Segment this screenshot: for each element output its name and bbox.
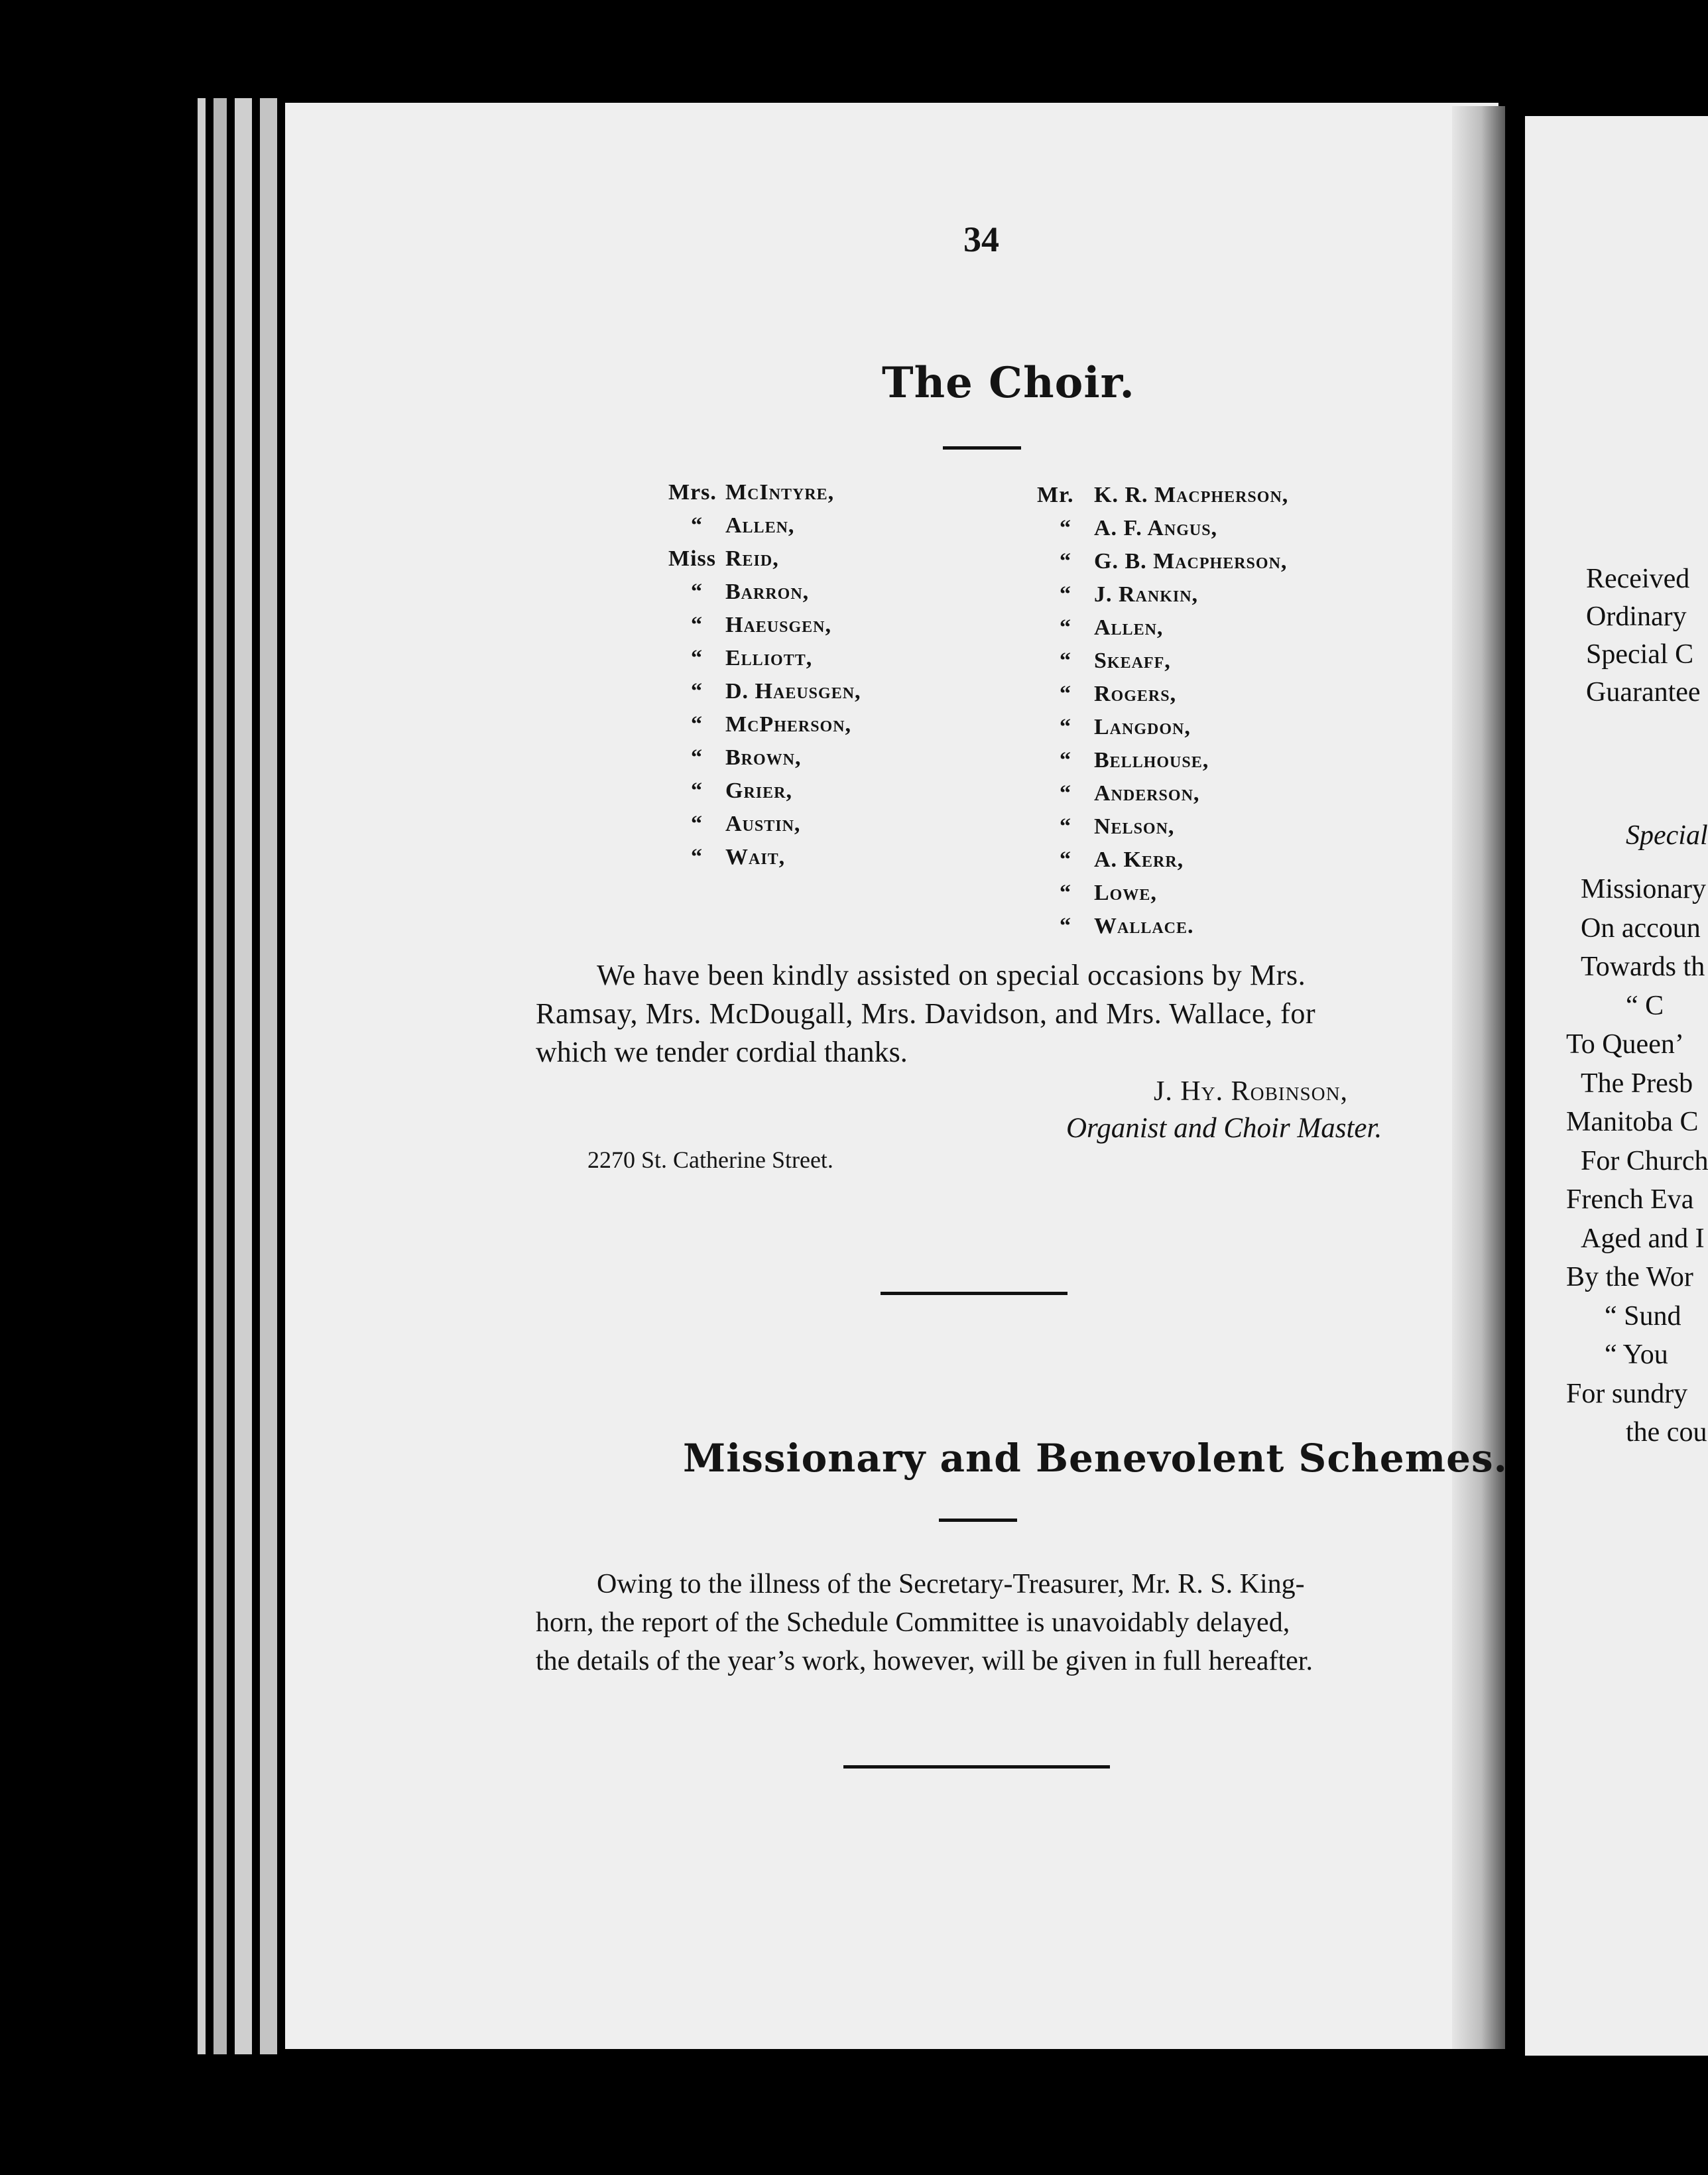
member-prefix: “ — [1060, 615, 1071, 640]
page-number: 34 — [963, 219, 999, 259]
member-prefix: “ — [1060, 914, 1071, 938]
member-prefix: “ — [691, 745, 703, 770]
facing-line: “ You — [1605, 1339, 1668, 1370]
member-name: Allen, — [1094, 615, 1164, 640]
choir-member — [668, 476, 861, 509]
choir-member — [668, 708, 861, 741]
member-name: Grier, — [725, 778, 792, 803]
paragraph-line: Owing to the illness of the Secretary-Treasurer, Mr. R. S. King- — [597, 1569, 1305, 1599]
member-prefix: “ — [1060, 748, 1071, 773]
choir-member — [1037, 877, 1288, 910]
paragraph-line: the details of the year’s work, however, will be given in full hereafter. — [536, 1646, 1313, 1676]
facing-line: Received — [1586, 564, 1690, 594]
choir-member — [1037, 810, 1288, 843]
member-prefix: “ — [691, 712, 703, 737]
facing-line: Missionary — [1581, 874, 1706, 904]
member-name: McIntyre, — [725, 480, 835, 505]
paragraph-line: which we tender cordial thanks. — [536, 1036, 908, 1068]
member-prefix: “ — [1060, 814, 1071, 839]
member-prefix: Mr. — [1037, 483, 1074, 507]
member-prefix: “ — [1060, 649, 1071, 673]
choir-member — [1037, 545, 1288, 578]
member-name: Bellhouse, — [1094, 748, 1209, 773]
facing-line: By the Wor — [1566, 1262, 1693, 1292]
schemes-paragraph — [536, 1565, 1422, 1680]
member-prefix: “ — [1060, 781, 1071, 806]
member-name: Anderson, — [1094, 781, 1200, 806]
paragraph-line: horn, the report of the Schedule Committee is unavoidably delayed, — [536, 1607, 1290, 1638]
member-name: McPherson, — [725, 712, 852, 737]
choir-member — [668, 741, 861, 775]
choir-member — [668, 808, 861, 841]
member-prefix: “ — [1060, 582, 1071, 607]
facing-line: For Church — [1581, 1145, 1708, 1176]
facing-page-text — [1566, 870, 1708, 1452]
book-edge — [198, 98, 206, 2054]
member-prefix: “ — [691, 613, 703, 637]
member-name: Nelson, — [1094, 814, 1175, 839]
facing-line: To Queen’ — [1566, 1029, 1684, 1060]
facing-page-text — [1586, 560, 1701, 712]
member-name: Rogers, — [1094, 682, 1177, 706]
section-divider — [881, 1292, 1068, 1295]
member-prefix: “ — [1060, 847, 1071, 872]
address: 2270 St. Catherine Street. — [587, 1147, 833, 1173]
member-name: Reid, — [725, 546, 779, 571]
choir-member — [1037, 512, 1288, 545]
facing-line: Ordinary — [1586, 601, 1687, 632]
facing-heading: Special — [1626, 820, 1708, 851]
choir-member — [1037, 645, 1288, 678]
member-name: K. R. Macpherson, — [1094, 483, 1289, 507]
paragraph-line: We have been kindly assisted on special occasions by Mrs. — [597, 959, 1306, 991]
member-name: Langdon, — [1094, 715, 1191, 739]
facing-line: “ Sund — [1605, 1300, 1681, 1332]
choir-member — [1037, 711, 1288, 744]
member-name: G. B. Macpherson, — [1094, 549, 1288, 574]
choir-member — [1037, 479, 1288, 512]
choir-member — [668, 609, 861, 642]
facing-line: Guarantee — [1586, 677, 1701, 708]
choir-member — [668, 542, 861, 576]
facing-line: For sundry — [1566, 1378, 1688, 1409]
choir-title: The Choir. — [882, 358, 1135, 408]
member-prefix: Miss — [668, 546, 716, 571]
book-edge — [213, 98, 227, 2054]
gentlemen-list — [1037, 479, 1288, 943]
choir-member — [1037, 678, 1288, 711]
choir-member — [1037, 611, 1288, 645]
facing-line: The Presb — [1581, 1068, 1693, 1099]
member-prefix: “ — [691, 679, 703, 704]
member-prefix: “ — [691, 812, 703, 836]
member-name: Elliott, — [725, 646, 813, 670]
title-rule — [939, 1519, 1017, 1522]
member-name: Austin, — [725, 812, 801, 836]
title-rule — [943, 446, 1021, 450]
member-prefix: “ — [691, 646, 703, 670]
book-edge — [260, 98, 277, 2054]
signature-title: Organist and Choir Master. — [1066, 1113, 1382, 1144]
member-prefix: “ — [691, 580, 703, 604]
member-name: D. Haeusgen, — [725, 679, 861, 704]
member-prefix: “ — [691, 513, 703, 538]
book-gutter — [1452, 106, 1505, 2049]
member-prefix: “ — [1060, 682, 1071, 706]
choir-member — [1037, 578, 1288, 611]
facing-line: Aged and I — [1581, 1223, 1705, 1254]
member-prefix: “ — [691, 845, 703, 869]
choir-member — [668, 675, 861, 708]
member-prefix: “ — [691, 778, 703, 803]
facing-line: the cou — [1626, 1417, 1707, 1448]
facing-line: French Eva — [1566, 1184, 1694, 1215]
choir-member — [668, 509, 861, 542]
choir-member — [668, 775, 861, 808]
choir-member — [668, 642, 861, 675]
facing-line: Special C — [1586, 639, 1694, 670]
facing-line: “ C — [1626, 990, 1664, 1021]
member-prefix: “ — [1060, 549, 1071, 574]
member-name: Skeaff, — [1094, 649, 1171, 673]
end-rule — [843, 1765, 1110, 1769]
schemes-title: Missionary and Benevolent Schemes. — [683, 1436, 1508, 1481]
member-name: A. F. Angus, — [1094, 516, 1218, 540]
member-prefix: Mrs. — [668, 480, 717, 505]
choir-member — [1037, 843, 1288, 877]
facing-line: Manitoba C — [1566, 1107, 1699, 1137]
signature-name: J. Hy. Robinson, — [1154, 1076, 1349, 1107]
choir-member — [1037, 744, 1288, 777]
member-name: Wallace. — [1094, 914, 1194, 938]
member-name: Allen, — [725, 513, 795, 538]
member-name: Lowe, — [1094, 881, 1157, 905]
choir-member — [668, 841, 861, 874]
member-prefix: “ — [1060, 881, 1071, 905]
member-name: Brown, — [725, 745, 802, 770]
member-prefix: “ — [1060, 715, 1071, 739]
member-name: A. Kerr, — [1094, 847, 1184, 872]
member-name: J. Rankin, — [1094, 582, 1199, 607]
paragraph-line: Ramsay, Mrs. McDougall, Mrs. Davidson, and Mrs. Wallace, for — [536, 997, 1316, 1030]
ladies-list — [668, 476, 861, 874]
member-name: Barron, — [725, 580, 810, 604]
facing-line: Towards th — [1581, 952, 1705, 982]
book-edge — [235, 98, 252, 2054]
member-name: Wait, — [725, 845, 786, 869]
choir-member — [1037, 777, 1288, 810]
member-name: Haeusgen, — [725, 613, 831, 637]
choir-member — [668, 576, 861, 609]
member-prefix: “ — [1060, 516, 1071, 540]
choir-member — [1037, 910, 1288, 943]
choir-paragraph — [536, 956, 1422, 1072]
facing-line: On accoun — [1581, 912, 1701, 944]
